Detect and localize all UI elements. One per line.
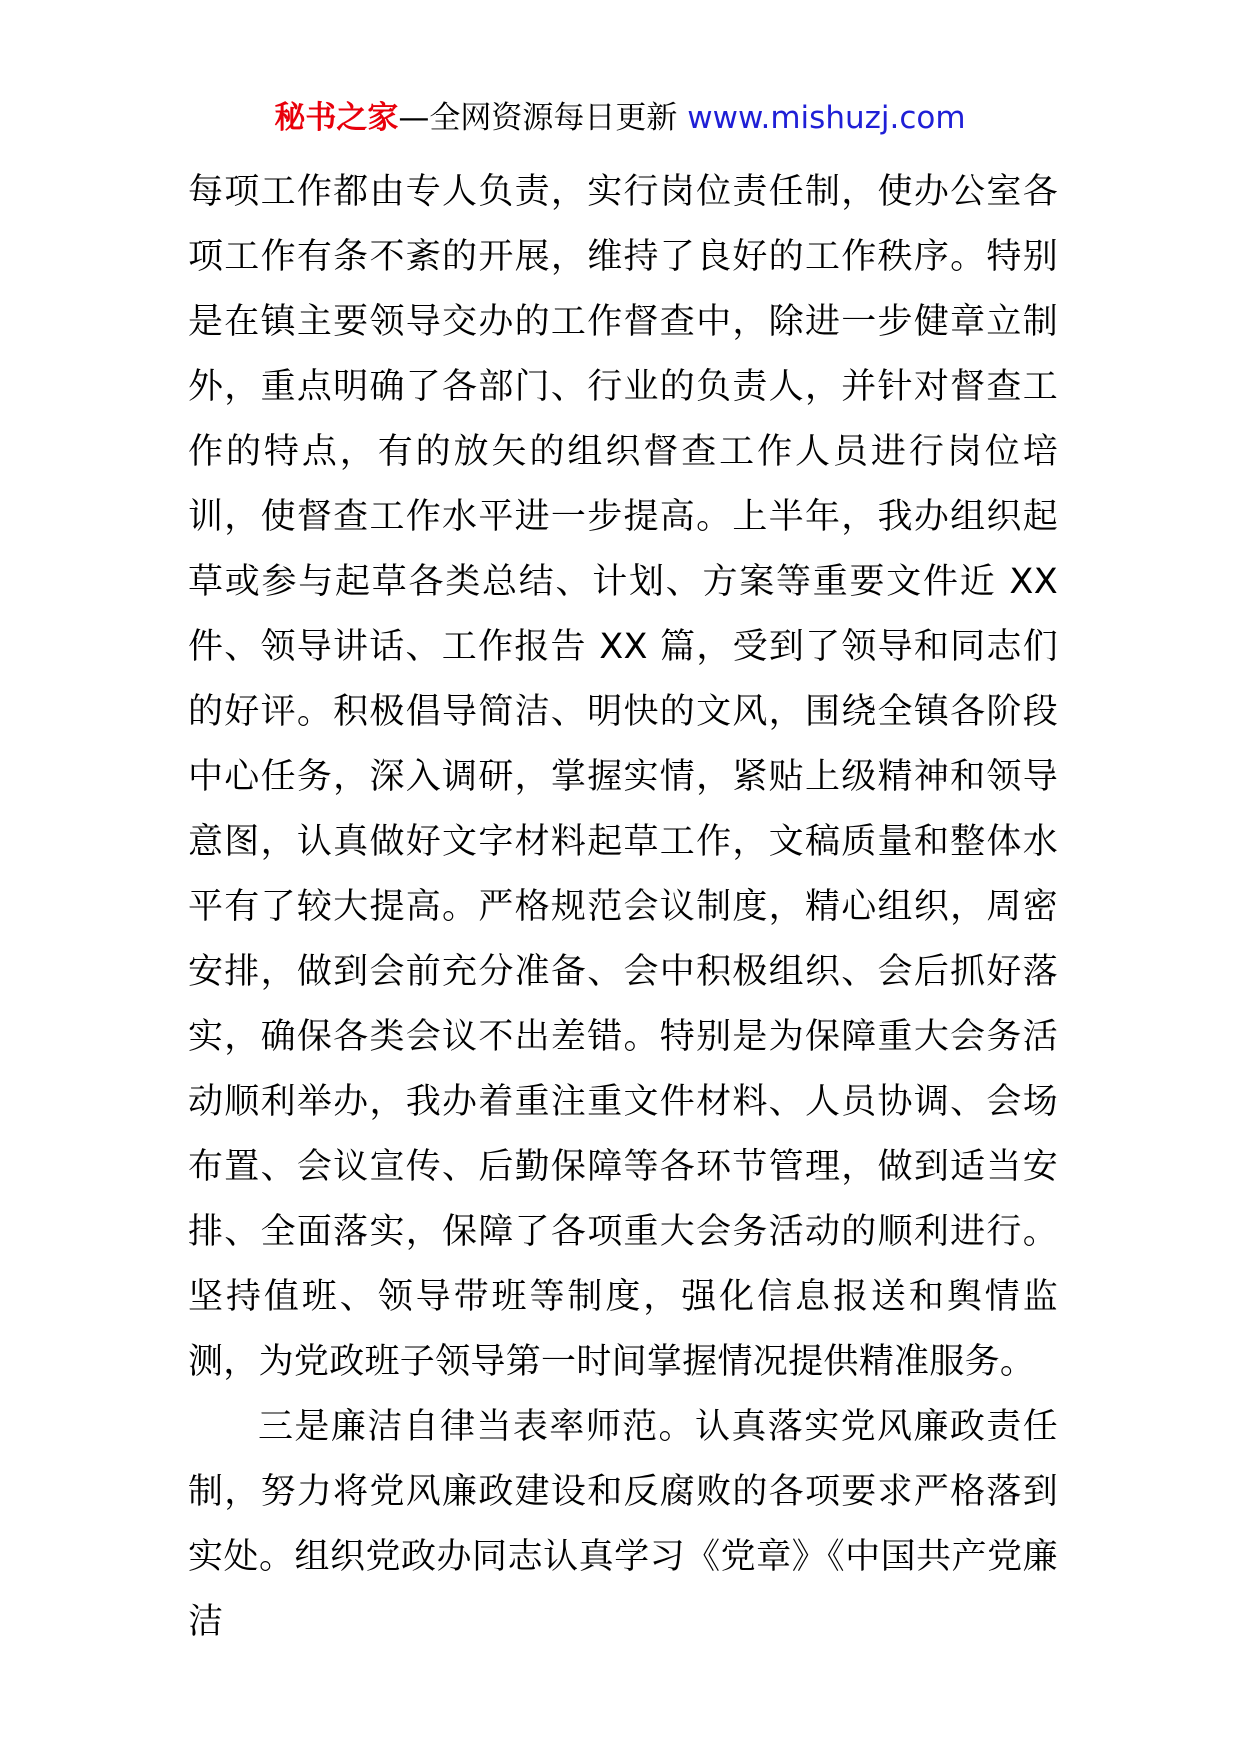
site-url-link[interactable]: www.mishuzj.com (687, 100, 966, 136)
document-body (188, 160, 1058, 1655)
site-header (0, 98, 1240, 138)
body-paragraph-2: 三是廉洁自律当表率师范。认真落实党风廉政责任制，努力将党风廉政建设和反腐败的各项要求严格落到实处。组织党政办同志认真学习《党章》《中国共产党廉洁 (188, 1407, 1058, 1642)
site-tagline: —全网资源每日更新 (398, 100, 688, 136)
site-brand: 秘书之家 (274, 100, 399, 136)
body-paragraph-1: 每项工作都由专人负责，实行岗位责任制，使办公室各项工作有条不紊的开展，维持了良好的工作秩序。特别是在镇主要领导交办的工作督查中，除进一步健章立制外，重点明确了各部门、行业的负责人，并针对督查工作的特点，有的放矢的组织督查工作人员进行岗位培训，使督查工作水平进一步提高。上半年，我办组织起草或参与起草各类总结、计划、方案等重要文件近 XX 件、领导讲话、工作报告 XX 篇，受到了领导和同志们的好评。积极倡导简洁、明快的文风，围绕全镇各阶段中心任务，深入调研，掌握实情，紧贴上级精神和领导意图，认真做好文字材料起草工作，文稿质量和整体水平有了较大提高。严格规范会议制度，精心组织，周密安排，做到会前充分准备、会中积极组织、会后抓好落实，确保各类会议不出差错。特别是为保障重大会务活动顺利举办，我办着重注重文件材料、人员协调、会场布置、会议宣传、后勤保障等各环节管理，做到适当安排、全面落实，保障了各项重大会务活动的顺利进行。坚持值班、领导带班等制度，强化信息报送和舆情监测，为党政班子领导第一时间掌握情况提供精准服务。 (188, 172, 1058, 1382)
